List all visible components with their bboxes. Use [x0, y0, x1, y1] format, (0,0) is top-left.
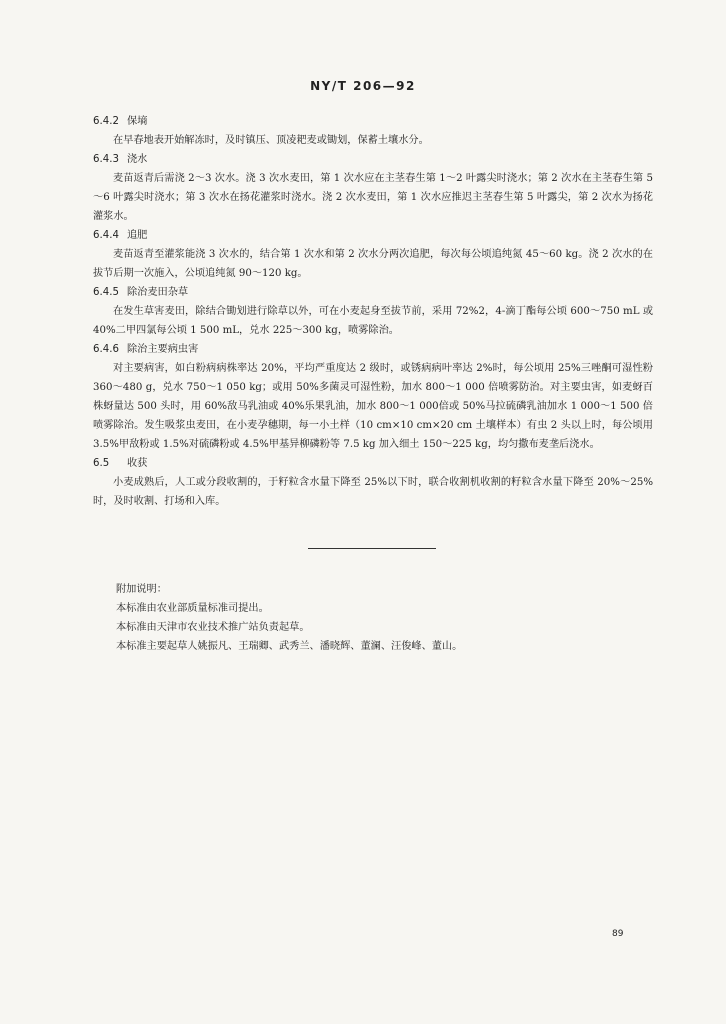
- section-paragraph: 对主要病害，如白粉病病株率达 20%，平均严重度达 2 级时，或锈病病叶率达 2%时，每公顷用 25%三唑酮可湿性粉 360～480 g，兑水 750～1 050 kg；或用 50%多菌灵可湿性粉，加水 800～1 000 倍喷雾防治。对主要虫害，如麦蚜百株蚜量达 500 头时，用 60%敌马乳油或 40%乐果乳油，加水 800～1 000倍或 50%马拉硫磷乳油加水 1 000～1 500 倍喷雾除治。发生吸浆虫麦田，在小麦孕穗期，每一小土样（10 cm×10 cm×20 cm 土壤样本）有虫 2 头以上时，每公顷用 3.5%甲敌粉或 1.5%对硫磷粉或 4.5%甲基异柳磷粉等 7.5 kg 加入细土 150～225 kg，均匀撒布麦垄后浇水。: [93, 363, 653, 450]
- section-title: 保墒: [127, 116, 148, 127]
- notes-line: 本标准由农业部质量标准司提出。: [116, 603, 269, 614]
- body-text: [93, 112, 653, 511]
- section-number: 6.4.6: [93, 344, 119, 355]
- section-heading-6-4-6: [93, 340, 653, 359]
- section-paragraph: 在发生草害麦田，除结合锄划进行除草以外，可在小麦起身至拔节前，采用 72%2，4-滴丁酯每公顷 600～750 mL 或 40%二甲四氯每公顷 1 500 mL，兑水 225～300 kg，喷雾除治。: [93, 306, 653, 336]
- notes-line: 本标准由天津市农业技术推广站负责起草。: [116, 622, 310, 633]
- section-paragraph: 在早春地表开始解冻时，及时镇压、顶凌耙麦或锄划，保蓄土壤水分。: [113, 135, 429, 146]
- section-heading-6-4-5: [93, 283, 653, 302]
- section-paragraph: 小麦成熟后，人工或分段收割的，于籽粒含水量下降至 25%以下时，联合收割机收割的籽粒含水量下降至 20%～25%时，及时收割、打场和入库。: [93, 477, 653, 507]
- notes-title: 附加说明：: [116, 584, 167, 595]
- section-title: 收获: [127, 458, 148, 469]
- section-heading-6-4-4: [93, 226, 653, 245]
- section-paragraph: 麦苗返青至灌浆能浇 3 次水的，结合第 1 次水和第 2 次水分两次追肥，每次每公顷追纯氮 45～60 kg。浇 2 次水的在拔节后期一次施入，公顷追纯氮 90～120 kg。: [93, 249, 653, 279]
- section-number: 6.4.4: [93, 230, 119, 241]
- section-number: 6.4.2: [93, 116, 119, 127]
- notes-line: 本标准主要起草人姚振凡、王瑞卿、武秀兰、潘晓辉、董澜、汪俊峰、董山。: [116, 641, 463, 652]
- section-title: 追肥: [127, 230, 148, 241]
- section-title: 除治主要病虫害: [127, 344, 199, 355]
- section-number: 6.5: [93, 458, 110, 469]
- section-number: 6.4.5: [93, 287, 119, 298]
- section-number: 6.4.3: [93, 154, 119, 165]
- section-paragraph: 麦苗返青后需浇 2～3 次水。浇 3 次水麦田，第 1 次水应在主茎春生第 1～2 叶露尖时浇水；第 2 次水在主茎春生第 5～6 叶露尖时浇水；第 3 次水在扬花灌浆时浇水。浇 2 次水麦田，第 1 次水应推迟主茎春生第 5 叶露尖，第 2 次水为扬花灌浆水。: [93, 173, 653, 222]
- divider-rule: [308, 548, 436, 549]
- section-heading-6-5: [93, 454, 653, 473]
- additional-notes: [116, 580, 636, 656]
- page-number: 89: [612, 929, 624, 939]
- section-title: 除治麦田杂草: [127, 287, 189, 298]
- section-title: 浇水: [127, 154, 148, 165]
- section-heading-6-4-3: [93, 150, 653, 169]
- standard-code-header: NY/T 206—92: [310, 79, 416, 93]
- section-heading-6-4-2: [93, 112, 653, 131]
